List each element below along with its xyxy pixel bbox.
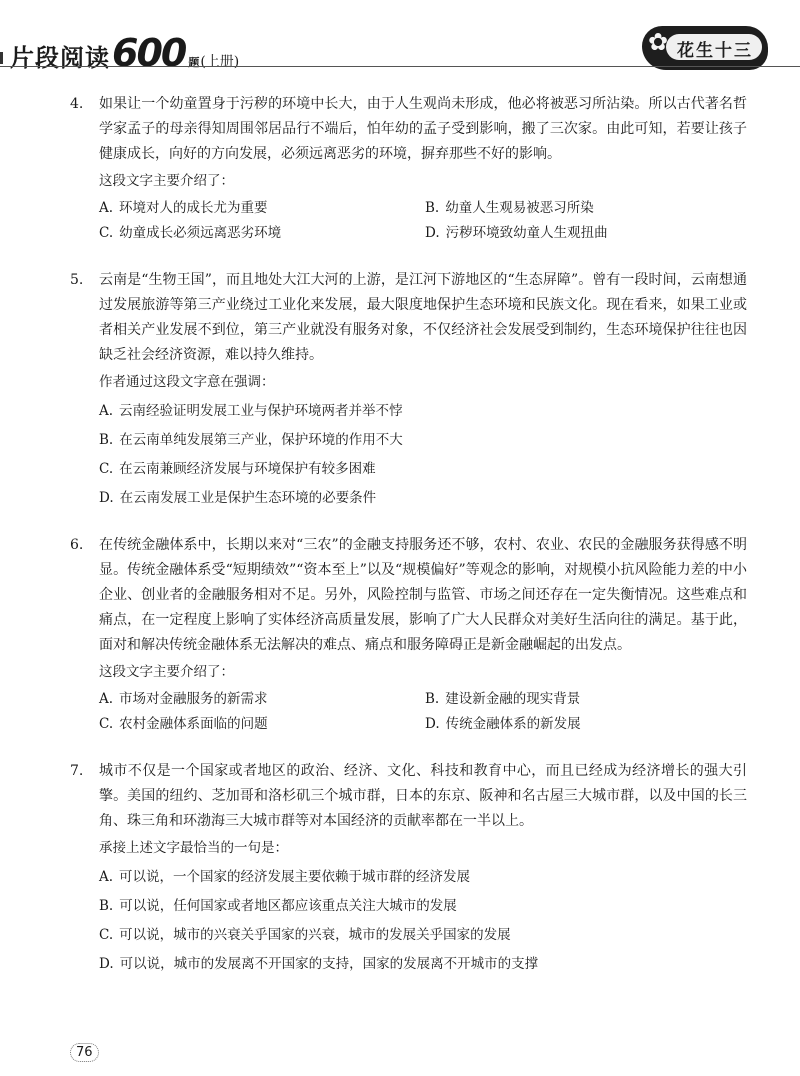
option-letter: D. bbox=[99, 490, 114, 506]
question-6 bbox=[0, 533, 800, 737]
header-edge-mark bbox=[0, 52, 3, 64]
option-letter: B. bbox=[99, 432, 114, 448]
option-letter: C. bbox=[99, 927, 114, 943]
option-d[interactable] bbox=[99, 950, 749, 979]
option-b[interactable] bbox=[425, 687, 749, 712]
option-text: 可以说，任何国家或者地区都应该重点关注大城市的发展 bbox=[119, 898, 457, 914]
option-text: 在云南兼顾经济发展与环境保护有较多困难 bbox=[119, 461, 376, 477]
series-logo-text: 花生十三 bbox=[677, 41, 753, 61]
option-b[interactable] bbox=[99, 892, 749, 921]
option-c[interactable] bbox=[99, 455, 749, 484]
page-header bbox=[0, 0, 800, 84]
option-letter: B. bbox=[425, 691, 440, 707]
option-a[interactable] bbox=[99, 687, 425, 712]
option-c[interactable] bbox=[99, 221, 425, 246]
question-number: 5. bbox=[70, 272, 84, 288]
option-letter: D. bbox=[425, 716, 440, 732]
option-a[interactable] bbox=[99, 196, 425, 221]
option-text: 可以说，城市的兴衰关乎国家的兴衰，城市的发展关乎国家的发展 bbox=[119, 927, 511, 943]
option-letter: A. bbox=[99, 403, 114, 419]
option-text: 在云南单纯发展第三产业，保护环境的作用不大 bbox=[119, 432, 403, 448]
answer-options bbox=[99, 196, 749, 246]
option-letter: B. bbox=[425, 200, 440, 216]
question-prompt: 承接上述文字最恰当的一句是： bbox=[99, 840, 288, 856]
question-stem: 城市不仅是一个国家或者地区的政治、经济、文化、科技和教育中心，而且已经成为经济增长的强大引擎。美国的纽约、芝加哥和洛杉矶三个城市群，日本的东京、阪神和名古屋三大城市群，以及中国的长三角、珠三角和环渤海三大城市群等对本国经济的贡献率都在一半以上。 bbox=[99, 763, 747, 829]
question-stem: 云南是“生物王国”，而且地处大江大河的上游，是江河下游地区的“生态屏障”。曾有一段时间，云南想通过发展旅游等第三产业绕过工业化来发展，最大限度地保护生态环境和民族文化。现在看来，如果工业或者相关产业发展不到位，第三产业就没有服务对象，不仅经济社会发展受到制约，生态环境保护往往也因缺乏社会经济资源，难以持久维持。 bbox=[99, 272, 747, 363]
option-letter: D. bbox=[99, 956, 114, 972]
answer-options bbox=[99, 397, 749, 513]
question-number: 6. bbox=[70, 537, 84, 553]
question-number: 7. bbox=[70, 763, 84, 779]
book-title bbox=[10, 31, 240, 75]
question-stem: 在传统金融体系中，长期以来对“三农”的金融支持服务还不够，农村、农业、农民的金融服务获得感不明显。传统金融体系受“短期绩效”“资本至上”以及“规模偏好”等观念的影响，对规模小抗风险能力差的中小企业、创业者的金融服务相对不足。另外，风险控制与监管、市场之间还存在一定失衡情况。这些难点和痛点，在一定程度上影响了实体经济高质量发展，影响了广大人民群众对美好生活向往的满足。基于此，面对和解决传统金融体系无法解决的难点、痛点和服务障碍正是新金融崛起的出发点。 bbox=[99, 537, 747, 653]
header-rule bbox=[0, 66, 800, 67]
option-a[interactable] bbox=[99, 863, 749, 892]
page-number: 76 bbox=[70, 1043, 99, 1062]
book-title-number: 600 bbox=[112, 31, 186, 75]
answer-options bbox=[99, 687, 749, 737]
question-number: 4. bbox=[70, 96, 84, 112]
option-text: 幼童成长必须远离恶劣环境 bbox=[119, 225, 282, 241]
option-a[interactable] bbox=[99, 397, 749, 426]
book-title-volume: (上册) bbox=[200, 54, 240, 70]
option-b[interactable] bbox=[425, 196, 749, 221]
option-text: 传统金融体系的新发展 bbox=[445, 716, 581, 732]
option-letter: A. bbox=[99, 691, 114, 707]
book-title-main: 片段阅读 bbox=[10, 43, 110, 72]
option-b[interactable] bbox=[99, 426, 749, 455]
option-letter: C. bbox=[99, 716, 114, 732]
series-logo bbox=[642, 26, 768, 70]
option-text: 环境对人的成长尤为重要 bbox=[119, 200, 268, 216]
option-text: 可以说，城市的发展离不开国家的支持，国家的发展离不开城市的支撑 bbox=[119, 956, 539, 972]
option-letter: A. bbox=[99, 869, 114, 885]
question-7 bbox=[0, 759, 800, 979]
question-prompt: 作者通过这段文字意在强调： bbox=[99, 374, 275, 390]
option-letter: B. bbox=[99, 898, 114, 914]
answer-options bbox=[99, 863, 749, 979]
option-letter: C. bbox=[99, 461, 114, 477]
question-list bbox=[0, 84, 800, 979]
option-text: 农村金融体系面临的问题 bbox=[119, 716, 268, 732]
book-title-unit: 题 bbox=[188, 56, 200, 69]
question-5 bbox=[0, 268, 800, 513]
question-4 bbox=[0, 92, 800, 246]
option-text: 在云南发展工业是保护生态环境的必要条件 bbox=[119, 490, 377, 506]
question-prompt: 这段文字主要介绍了： bbox=[99, 173, 234, 189]
option-c[interactable] bbox=[99, 921, 749, 950]
option-text: 云南经验证明发展工业与保护环境两者并举不悖 bbox=[119, 403, 403, 419]
option-text: 幼童人生观易被恶习所染 bbox=[445, 200, 594, 216]
option-d[interactable] bbox=[99, 484, 749, 513]
question-prompt: 这段文字主要介绍了： bbox=[99, 664, 234, 680]
option-text: 可以说，一个国家的经济发展主要依赖于城市群的经济发展 bbox=[119, 869, 471, 885]
option-c[interactable] bbox=[99, 712, 425, 737]
option-letter: C. bbox=[99, 225, 114, 241]
option-text: 市场对金融服务的新需求 bbox=[119, 691, 268, 707]
question-stem: 如果让一个幼童置身于污秽的环境中长大，由于人生观尚未形成，他必将被恶习所沾染。所以古代著名哲学家孟子的母亲得知周围邻居品行不端后，怕年幼的孟子受到影响，搬了三次家。由此可知，若要让孩子健康成长，向好的方向发展，必须远离恶劣的环境，摒弃那些不好的影响。 bbox=[99, 96, 747, 162]
option-text: 污秽环境致幼童人生观扭曲 bbox=[445, 225, 608, 241]
option-text: 建设新金融的现实背景 bbox=[445, 691, 581, 707]
option-d[interactable] bbox=[425, 712, 749, 737]
option-letter: D. bbox=[425, 225, 440, 241]
option-letter: A. bbox=[99, 200, 114, 216]
flower-icon: ✿ bbox=[648, 28, 669, 56]
option-d[interactable] bbox=[425, 221, 749, 246]
